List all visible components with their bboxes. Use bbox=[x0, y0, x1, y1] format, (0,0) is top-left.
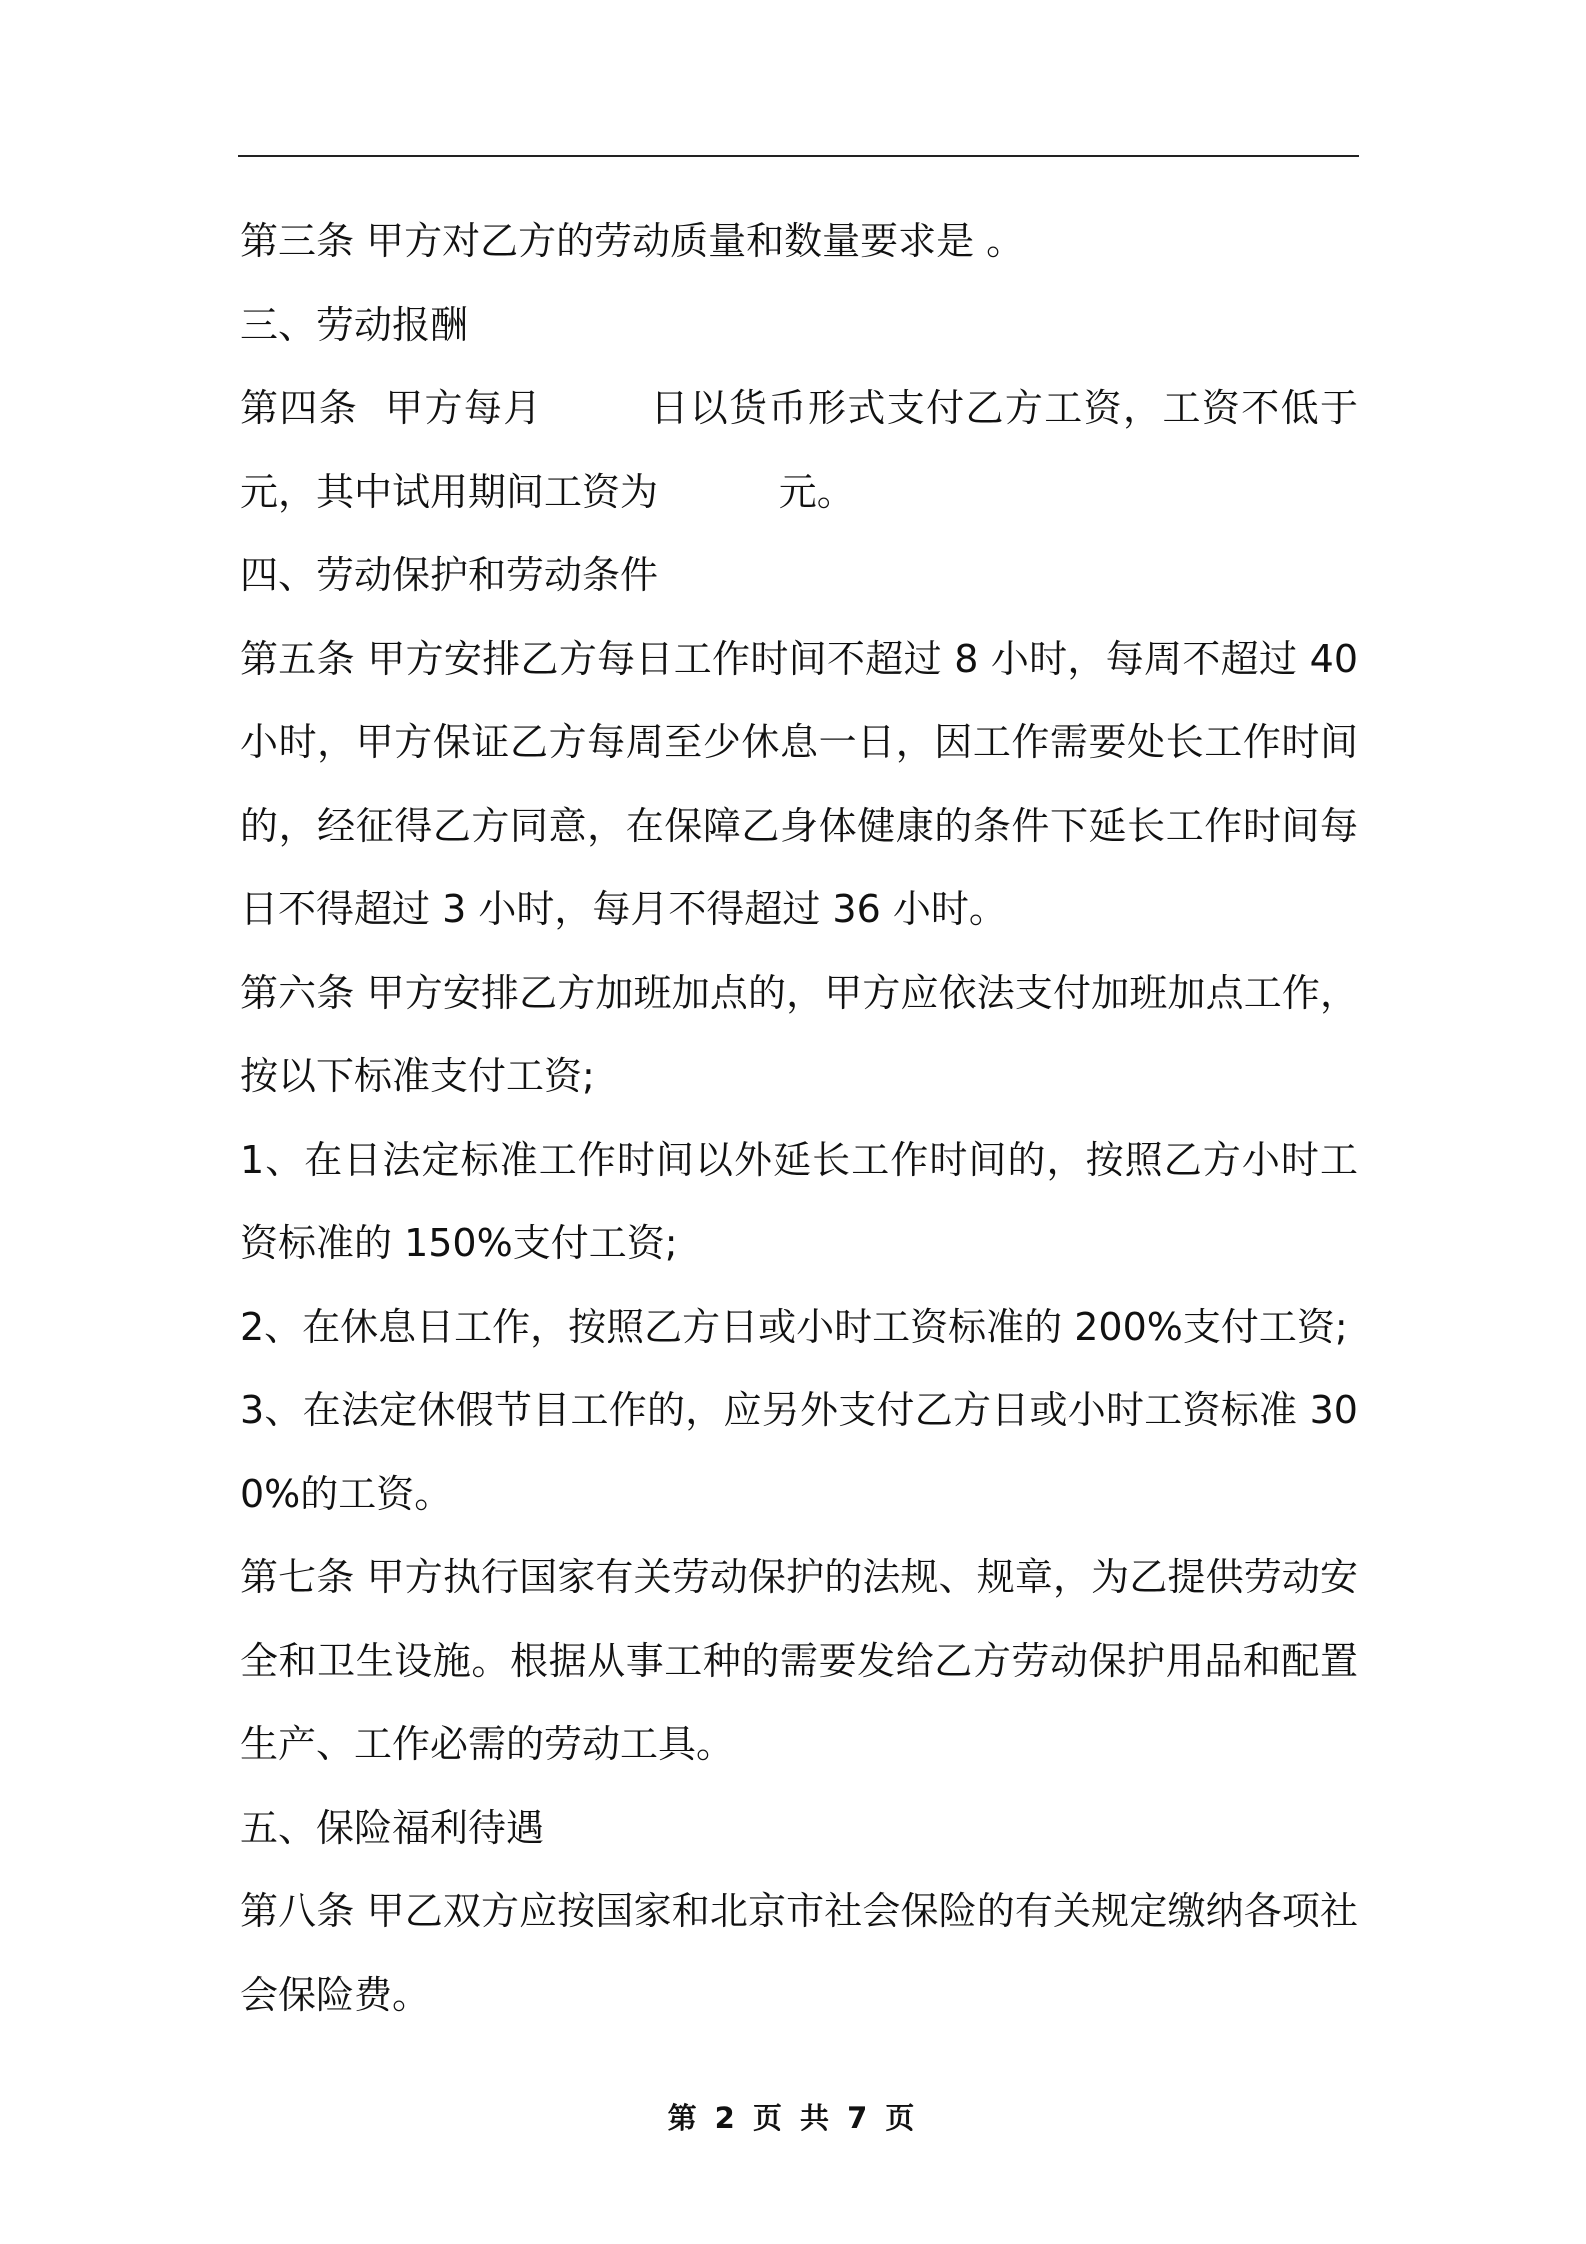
document-body bbox=[240, 200, 1479, 2037]
article-5: 第五条 甲方安排乙方每日工作时间不超过 8 小时，每周不超过 40 小时，甲方保证乙方每周至少休息一日，因工作需要处长工作时间的，经征得乙方同意，在保障乙身体健康的条件下延长工作时间每日不得超过 3 小时，每月不得超过 36 小时。 bbox=[240, 636, 1358, 931]
section-heading-labor-protection: 四、劳动保护和劳动条件 bbox=[240, 553, 659, 597]
article-6: 第六条 甲方安排乙方加班加点的，甲方应依法支付加班加点工作，按以下标准支付工资; bbox=[240, 970, 1358, 1098]
overtime-item-3: 3、在法定休假节目工作的，应另外支付乙方日或小时工资标准 300%的工资。 bbox=[240, 1388, 1358, 1516]
article-3: 第三条 甲方对乙方的劳动质量和数量要求是 。 bbox=[240, 219, 1025, 263]
overtime-item-1: 1、在日法定标准工作时间以外延长工作时间的，按照乙方小时工资标准的 150%支付工资; bbox=[240, 1137, 1358, 1265]
header-divider bbox=[238, 155, 1359, 157]
article-8: 第八条 甲乙双方应按国家和北京市社会保险的有关规定缴纳各项社会保险费。 bbox=[240, 1889, 1358, 2017]
article-7: 第七条 甲方执行国家有关劳动保护的法规、规章，为乙提供劳动安全和卫生设施。根据从事工种的需要发给乙方劳动保护用品和配置生产、工作必需的劳动工具。 bbox=[240, 1555, 1358, 1766]
page-number-footer: 第 2 页 共 7 页 bbox=[667, 2101, 919, 2135]
section-heading-labor-compensation: 三、劳动报酬 bbox=[240, 302, 469, 347]
article-4: 第四条 甲方每月 日以货币形式支付乙方工资，工资不低于 元，其中试用期间工资为 元。 bbox=[240, 386, 1479, 514]
section-heading-insurance-welfare: 五、保险福利待遇 bbox=[240, 1805, 545, 1850]
overtime-item-2: 2、在休息日工作，按照乙方日或小时工资标准的 200%支付工资; bbox=[240, 1304, 1348, 1349]
